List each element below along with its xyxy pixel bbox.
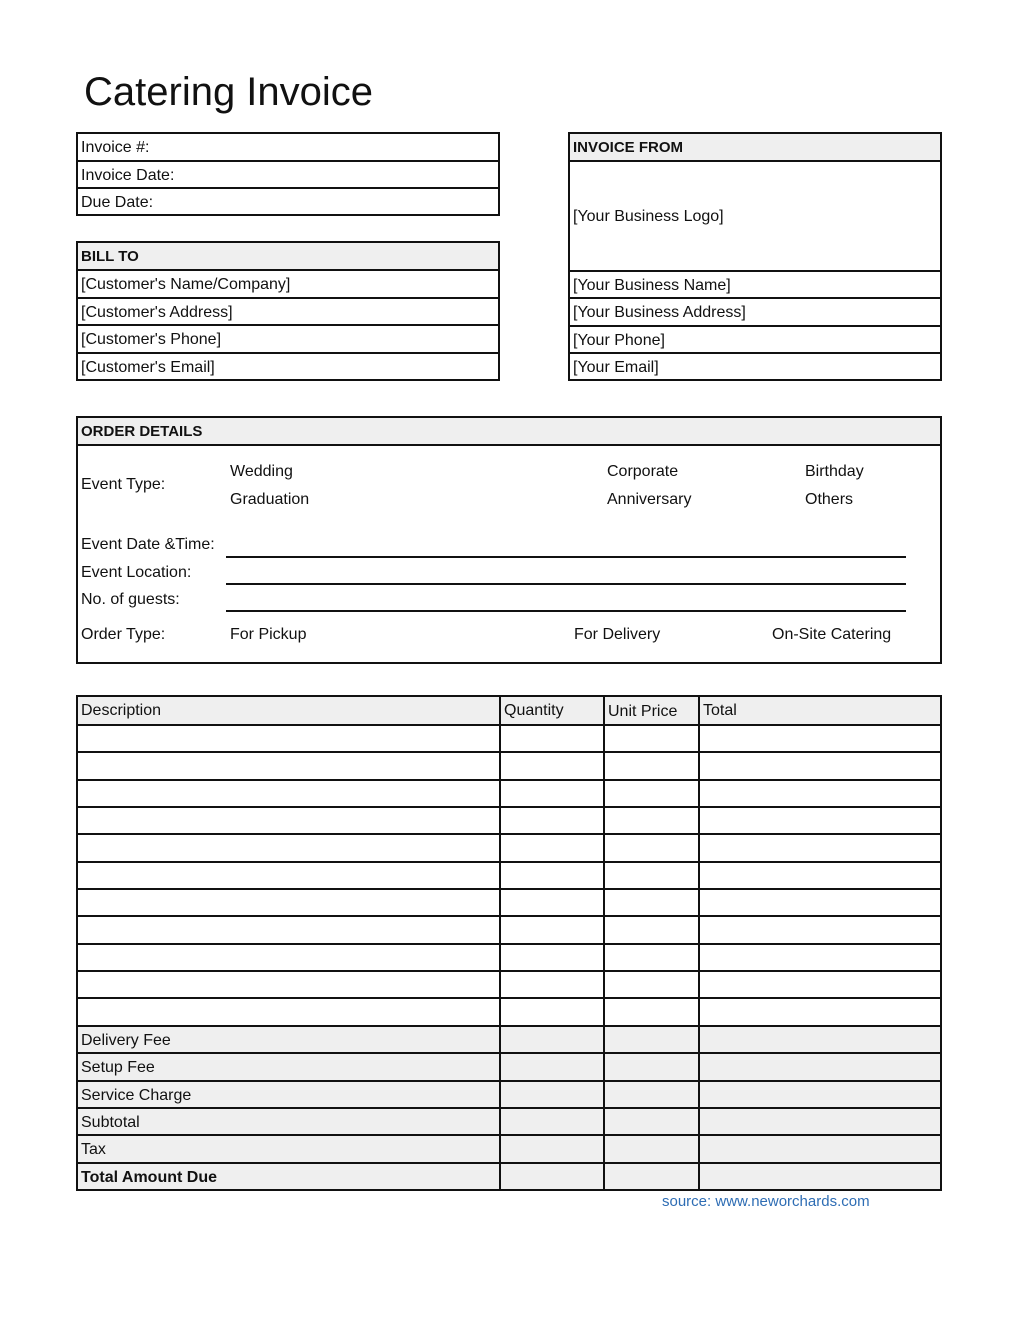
due-date-label: Due Date: xyxy=(81,194,154,211)
source-link[interactable]: source: www.neworchards.com xyxy=(662,1193,870,1210)
row-line xyxy=(78,724,940,726)
service-charge-label: Service Charge xyxy=(81,1087,192,1104)
invoice-from-box xyxy=(568,132,942,381)
business-address-field[interactable]: [Your Business Address] xyxy=(570,297,940,324)
order-details-box xyxy=(76,416,942,664)
order-details-divider xyxy=(78,444,940,446)
customer-name-field[interactable]: [Customer's Name/Company] xyxy=(78,269,498,296)
row-line xyxy=(78,1052,940,1054)
customer-phone-field[interactable]: [Customer's Phone] xyxy=(78,324,498,351)
customer-email-field[interactable]: [Customer's Email] xyxy=(78,352,498,379)
order-type-label: Order Type: xyxy=(81,626,166,643)
event-type-corporate[interactable]: Corporate xyxy=(607,463,679,480)
business-logo-area[interactable] xyxy=(570,160,940,270)
customer-address-field[interactable]: [Customer's Address] xyxy=(78,297,498,324)
row-line xyxy=(78,943,940,945)
page-title: Catering Invoice xyxy=(84,70,374,114)
event-type-others[interactable]: Others xyxy=(805,491,854,508)
row-line xyxy=(78,1134,940,1136)
bill-to-header: BILL TO xyxy=(78,243,498,270)
event-type-label: Event Type: xyxy=(81,476,166,493)
row-line xyxy=(78,861,940,863)
row-line xyxy=(78,751,940,753)
row-line xyxy=(78,1107,940,1109)
setup-fee-label: Setup Fee xyxy=(81,1059,155,1076)
business-phone-field[interactable]: [Your Phone] xyxy=(570,325,940,352)
due-date-field[interactable] xyxy=(78,187,498,214)
guests-label: No. of guests: xyxy=(81,591,180,608)
invoice-info-box xyxy=(76,132,500,216)
event-type-wedding[interactable]: Wedding xyxy=(230,463,293,480)
row-line xyxy=(78,888,940,890)
event-datetime-input[interactable] xyxy=(226,556,906,558)
total-amount-due-label: Total Amount Due xyxy=(81,1169,217,1186)
header-description: Description xyxy=(81,702,162,719)
row-line xyxy=(78,779,940,781)
invoice-date-field[interactable] xyxy=(78,160,498,187)
order-type-delivery[interactable]: For Delivery xyxy=(574,626,661,643)
invoice-number-field[interactable] xyxy=(78,134,498,161)
business-name-field[interactable]: [Your Business Name] xyxy=(570,270,940,297)
event-type-anniversary[interactable]: Anniversary xyxy=(607,491,692,508)
order-details-header: ORDER DETAILS xyxy=(78,418,940,445)
subtotal-label: Subtotal xyxy=(81,1114,140,1131)
row-line xyxy=(78,997,940,999)
row-line xyxy=(78,833,940,835)
header-unit-price: Unit Price xyxy=(608,703,678,720)
row-line xyxy=(78,1162,940,1164)
items-table xyxy=(76,695,942,1191)
invoice-from-header: INVOICE FROM xyxy=(570,134,940,161)
bill-to-box xyxy=(76,241,500,381)
row-line xyxy=(78,970,940,972)
header-total: Total xyxy=(703,702,737,719)
event-type-birthday[interactable]: Birthday xyxy=(805,463,864,480)
event-location-input[interactable] xyxy=(226,583,906,585)
order-type-pickup[interactable]: For Pickup xyxy=(230,626,307,643)
event-datetime-label: Event Date &Time: xyxy=(81,536,215,553)
row-line xyxy=(78,915,940,917)
business-email-field[interactable]: [Your Email] xyxy=(570,352,940,379)
invoice-date-label: Invoice Date: xyxy=(81,167,175,184)
header-quantity: Quantity xyxy=(504,702,564,719)
invoice-number-label: Invoice #: xyxy=(81,139,150,156)
event-type-graduation[interactable]: Graduation xyxy=(230,491,310,508)
business-logo-label: [Your Business Logo] xyxy=(573,208,724,225)
event-location-label: Event Location: xyxy=(81,564,192,581)
order-type-onsite[interactable]: On-Site Catering xyxy=(772,626,892,643)
row-line xyxy=(78,1080,940,1082)
delivery-fee-label: Delivery Fee xyxy=(81,1032,171,1049)
tax-label: Tax xyxy=(81,1141,106,1158)
row-line xyxy=(78,806,940,808)
row-line xyxy=(78,1025,940,1027)
guests-input[interactable] xyxy=(226,610,906,612)
